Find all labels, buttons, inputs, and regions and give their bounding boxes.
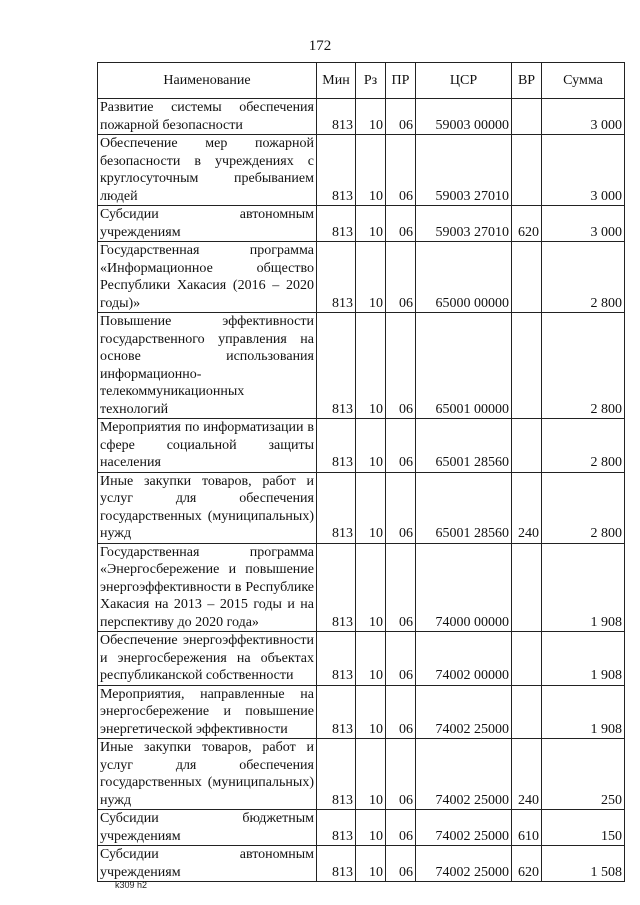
row-name: Обеспечение энергоэффективности и энергосбережения на объектах республиканской собственности bbox=[98, 632, 317, 686]
row-rz: 10 bbox=[356, 472, 386, 543]
row-sum: 1 908 bbox=[542, 685, 625, 739]
header-pr: ПР bbox=[386, 63, 416, 99]
table-row bbox=[98, 313, 625, 419]
row-rz: 10 bbox=[356, 99, 386, 135]
row-rz: 10 bbox=[356, 739, 386, 810]
row-pr: 06 bbox=[386, 99, 416, 135]
header-sum: Сумма bbox=[542, 63, 625, 99]
row-vr bbox=[512, 313, 542, 419]
row-rz: 10 bbox=[356, 632, 386, 686]
page-number: 172 bbox=[308, 38, 332, 54]
table-row bbox=[98, 543, 625, 632]
header-name: Наименование bbox=[98, 63, 317, 99]
table-header-row bbox=[98, 63, 625, 99]
row-pr: 06 bbox=[386, 419, 416, 473]
row-name: Иные закупки товаров, работ и услуг для обеспечения государственных (муниципальных) нужд bbox=[98, 739, 317, 810]
row-csr: 65001 00000 bbox=[416, 313, 512, 419]
row-csr: 74000 00000 bbox=[416, 543, 512, 632]
row-name: Государственная программа «Энергосбережение и повышение энергоэффективности в Республике Хакасия на 2013 – 2015 годы и на перспективу до 2020 года» bbox=[98, 543, 317, 632]
table-row bbox=[98, 685, 625, 739]
row-min: 813 bbox=[317, 543, 356, 632]
table-row bbox=[98, 135, 625, 206]
row-min: 813 bbox=[317, 810, 356, 846]
row-min: 813 bbox=[317, 313, 356, 419]
table-row bbox=[98, 810, 625, 846]
row-vr: 620 bbox=[512, 846, 542, 882]
row-sum: 150 bbox=[542, 810, 625, 846]
row-rz: 10 bbox=[356, 846, 386, 882]
row-sum: 2 800 bbox=[542, 242, 625, 313]
row-rz: 10 bbox=[356, 419, 386, 473]
row-name: Повышение эффективности государственного управления на основе использования информационно-телекоммуникационных технологий bbox=[98, 313, 317, 419]
row-vr bbox=[512, 242, 542, 313]
row-csr: 74002 25000 bbox=[416, 685, 512, 739]
row-min: 813 bbox=[317, 206, 356, 242]
row-csr: 74002 25000 bbox=[416, 739, 512, 810]
row-name: Мероприятия по информатизации в сфере социальной защиты населения bbox=[98, 419, 317, 473]
row-min: 813 bbox=[317, 632, 356, 686]
row-pr: 06 bbox=[386, 472, 416, 543]
row-vr bbox=[512, 99, 542, 135]
row-csr: 65000 00000 bbox=[416, 242, 512, 313]
row-min: 813 bbox=[317, 242, 356, 313]
row-sum: 250 bbox=[542, 739, 625, 810]
row-csr: 74002 25000 bbox=[416, 846, 512, 882]
row-vr: 240 bbox=[512, 739, 542, 810]
row-csr: 74002 00000 bbox=[416, 632, 512, 686]
table-row bbox=[98, 419, 625, 473]
row-name: Субсидии автономным учреждениям bbox=[98, 206, 317, 242]
row-rz: 10 bbox=[356, 135, 386, 206]
row-min: 813 bbox=[317, 99, 356, 135]
table-row bbox=[98, 632, 625, 686]
row-vr: 620 bbox=[512, 206, 542, 242]
row-rz: 10 bbox=[356, 685, 386, 739]
row-min: 813 bbox=[317, 419, 356, 473]
row-rz: 10 bbox=[356, 206, 386, 242]
row-pr: 06 bbox=[386, 685, 416, 739]
row-pr: 06 bbox=[386, 846, 416, 882]
row-pr: 06 bbox=[386, 632, 416, 686]
table-row bbox=[98, 846, 625, 882]
row-sum: 1 908 bbox=[542, 543, 625, 632]
row-pr: 06 bbox=[386, 135, 416, 206]
row-name: Субсидии автономным учреждениям bbox=[98, 846, 317, 882]
table-row bbox=[98, 472, 625, 543]
row-name: Государственная программа «Информационное общество Республики Хакасия (2016 – 2020 годы)» bbox=[98, 242, 317, 313]
table-row bbox=[98, 242, 625, 313]
table-row bbox=[98, 206, 625, 242]
row-name: Иные закупки товаров, работ и услуг для обеспечения государственных (муниципальных) нужд bbox=[98, 472, 317, 543]
row-rz: 10 bbox=[356, 810, 386, 846]
row-vr: 610 bbox=[512, 810, 542, 846]
row-sum: 1 908 bbox=[542, 632, 625, 686]
footer-code: k309 h2 bbox=[115, 880, 148, 890]
row-vr bbox=[512, 419, 542, 473]
row-rz: 10 bbox=[356, 543, 386, 632]
row-pr: 06 bbox=[386, 313, 416, 419]
row-min: 813 bbox=[317, 739, 356, 810]
table-row bbox=[98, 739, 625, 810]
row-min: 813 bbox=[317, 685, 356, 739]
row-csr: 65001 28560 bbox=[416, 419, 512, 473]
row-sum: 2 800 bbox=[542, 472, 625, 543]
row-csr: 59003 27010 bbox=[416, 206, 512, 242]
row-name: Мероприятия, направленные на энергосбережение и повышение энергетической эффективности bbox=[98, 685, 317, 739]
row-pr: 06 bbox=[386, 739, 416, 810]
row-sum: 2 800 bbox=[542, 419, 625, 473]
header-vr: ВР bbox=[512, 63, 542, 99]
row-vr bbox=[512, 543, 542, 632]
row-sum: 1 508 bbox=[542, 846, 625, 882]
row-pr: 06 bbox=[386, 810, 416, 846]
row-pr: 06 bbox=[386, 242, 416, 313]
row-sum: 3 000 bbox=[542, 99, 625, 135]
row-sum: 3 000 bbox=[542, 206, 625, 242]
row-vr bbox=[512, 685, 542, 739]
row-csr: 65001 28560 bbox=[416, 472, 512, 543]
header-rz: Рз bbox=[356, 63, 386, 99]
row-csr: 59003 27010 bbox=[416, 135, 512, 206]
row-pr: 06 bbox=[386, 206, 416, 242]
row-vr bbox=[512, 135, 542, 206]
row-min: 813 bbox=[317, 135, 356, 206]
row-rz: 10 bbox=[356, 242, 386, 313]
table-row bbox=[98, 99, 625, 135]
row-sum: 2 800 bbox=[542, 313, 625, 419]
row-name: Развитие системы обеспечения пожарной безопасности bbox=[98, 99, 317, 135]
budget-table bbox=[97, 62, 625, 882]
row-name: Субсидии бюджетным учреждениям bbox=[98, 810, 317, 846]
row-min: 813 bbox=[317, 846, 356, 882]
row-csr: 59003 00000 bbox=[416, 99, 512, 135]
row-pr: 06 bbox=[386, 543, 416, 632]
row-rz: 10 bbox=[356, 313, 386, 419]
row-min: 813 bbox=[317, 472, 356, 543]
header-csr: ЦСР bbox=[416, 63, 512, 99]
row-vr bbox=[512, 632, 542, 686]
row-csr: 74002 25000 bbox=[416, 810, 512, 846]
row-vr: 240 bbox=[512, 472, 542, 543]
header-min: Мин bbox=[317, 63, 356, 99]
row-name: Обеспечение мер пожарной безопасности в учреждениях с круглосуточным пребыванием людей bbox=[98, 135, 317, 206]
row-sum: 3 000 bbox=[542, 135, 625, 206]
